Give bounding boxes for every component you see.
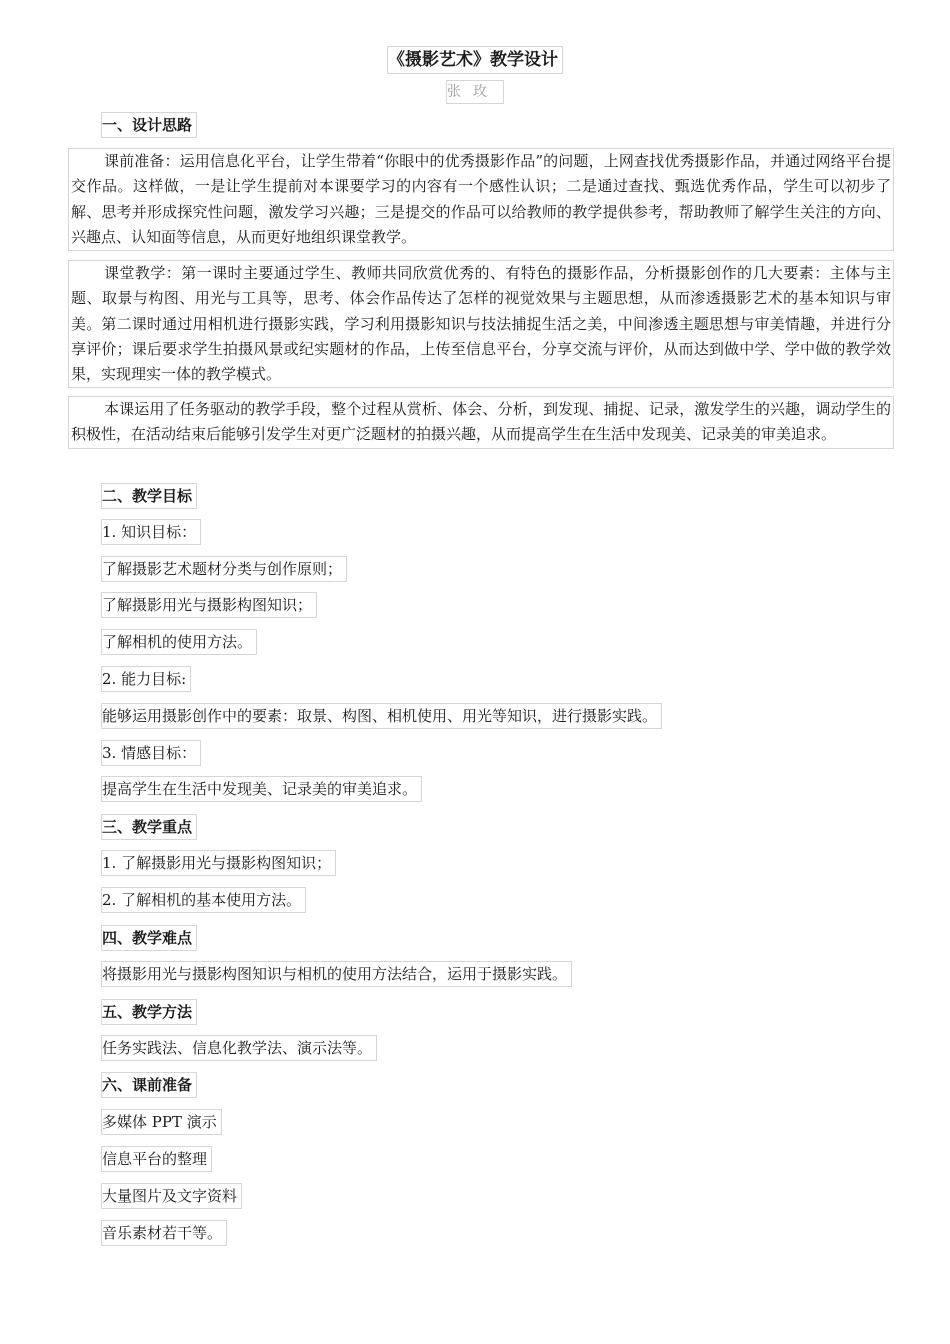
paragraph-pre-class-prep: 课前准备：运用信息化平台，让学生带着“你眼中的优秀摄影作品”的问题，上网查找优秀摄影作品，并通过网络平台提交作品。这样做，一是让学生提前对本课要学习的内容有一个感性认识；二是通过查找、甄选优秀作品，学生可以初步了解、思考并形成探究性问题，激发学习兴趣；三是提交的作品可以给教师的教学提供参考，帮助教师了解学生关注的方向、兴趣点、认知面等信息，从而更好地组织课堂教学。	[68, 148, 894, 251]
preparation-item: 大量图片及文字资料	[101, 1183, 242, 1209]
key-point-item: 1. 了解摄影用光与摄影构图知识；	[101, 850, 336, 876]
knowledge-goal-item: 了解相机的使用方法。	[101, 629, 257, 655]
section-heading-methods: 五、教学方法	[101, 999, 197, 1025]
paragraph-task-driven: 本课运用了任务驱动的教学手段，整个过程从赏析、体会、分析，到发现、捕捉、记录，激发学生的兴趣，调动学生的积极性，在活动结束后能够引发学生对更广泛题材的拍摄兴趣，从而提高学生在生活中发现美、记录美的审美追求。	[68, 396, 894, 449]
emotion-goal-item: 提高学生在生活中发现美、记录美的审美追求。	[101, 776, 422, 802]
ability-goal-item: 能够运用摄影创作中的要素：取景、构图、相机使用、用光等知识，进行摄影实践。	[101, 703, 662, 729]
preparation-item: 信息平台的整理	[101, 1146, 212, 1172]
section-heading-difficulties: 四、教学难点	[101, 925, 197, 951]
section-heading-teaching-goals: 二、教学目标	[101, 483, 197, 509]
section-heading-design-idea: 一、设计思路	[101, 112, 197, 138]
paragraph-class-teaching: 课堂教学：第一课时主要通过学生、教师共同欣赏优秀的、有特色的摄影作品，分析摄影创作的几大要素：主体与主题、取景与构图、用光与工具等，思考、体会作品传达了怎样的视觉效果与主题思想，从而渗透摄影艺术的基本知识与审美。第二课时通过用相机进行摄影实践，学习利用摄影知识与技法捕捉生活之美，中间渗透主题思想与审美情趣，并进行分享评价；课后要求学生拍摄风景或纪实题材的作品，上传至信息平台，分享交流与评价，从而达到做中学、学中做的教学效果，实现理实一体的教学模式。	[68, 260, 894, 388]
key-point-item: 2. 了解相机的基本使用方法。	[101, 887, 306, 913]
difficulty-item: 将摄影用光与摄影构图知识与相机的使用方法结合，运用于摄影实践。	[101, 961, 572, 987]
document-title: 《摄影艺术》教学设计	[0, 46, 950, 74]
knowledge-goal-item: 了解摄影艺术题材分类与创作原则；	[101, 556, 347, 582]
document-author: 张玫	[0, 80, 950, 104]
emotion-goal-label: 3. 情感目标：	[101, 740, 201, 766]
knowledge-goal-item: 了解摄影用光与摄影构图知识；	[101, 592, 317, 618]
section-heading-key-points: 三、教学重点	[101, 814, 197, 840]
preparation-item: 音乐素材若干等。	[101, 1220, 227, 1246]
ability-goal-label: 2. 能力目标:	[101, 666, 191, 692]
section-heading-preparation: 六、课前准备	[101, 1072, 197, 1098]
preparation-item: 多媒体 PPT 演示	[101, 1109, 222, 1135]
method-item: 任务实践法、信息化教学法、演示法等。	[101, 1035, 377, 1061]
knowledge-goal-label: 1. 知识目标：	[101, 519, 201, 545]
